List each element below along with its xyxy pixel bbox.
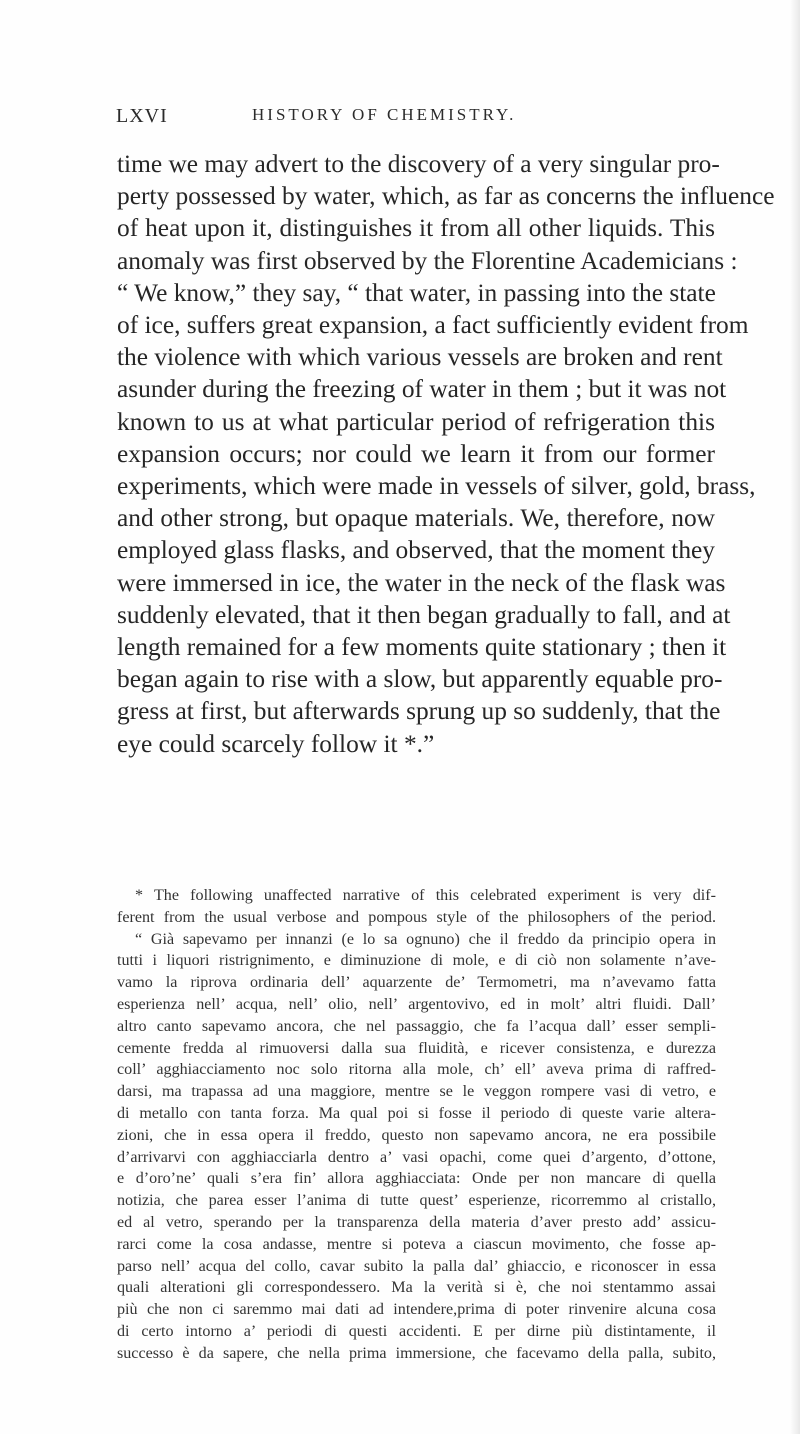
body-line: gress at first, but afterwards sprung up so suddenly, that the xyxy=(117,697,721,726)
footnote-line: di certo intorno a’ periodi di questi accidenti. E per dirne più distintamente, il xyxy=(117,1322,716,1340)
running-head xyxy=(116,105,716,131)
body-line: were immersed in ice, the water in the neck of the flask was xyxy=(117,568,726,597)
body-line: the violence with which various vessels are broken and rent xyxy=(117,343,723,372)
footnote-line: zioni, che in essa opera il freddo, questo non sapevamo ancora, ne era possibile xyxy=(117,1126,716,1144)
body-line: and other strong, but opaque materials. We, therefore, now xyxy=(117,504,715,533)
body-line: experiments, which were made in vessels of silver, gold, brass, xyxy=(117,472,756,501)
footnote-line: parso nell’ acqua del collo, cavar subito la palla dal’ ghiaccio, e riconoscer in essa xyxy=(117,1257,716,1275)
footnote xyxy=(117,885,716,1365)
body-line: of ice, suffers great expansion, a fact sufficiently evident from xyxy=(117,311,749,340)
footnote-line: coll’ agghiacciamento noc solo ritorna alla mole, ch’ ell’ aveva prima di raffred- xyxy=(117,1061,716,1079)
footnote-line: cemente fredda al rimuoversi dalla sua fluidità, e ricever consistenza, e durezza xyxy=(117,1039,716,1057)
body-line: perty possessed by water, which, as far as concerns the influence xyxy=(117,182,775,211)
body-line: “ We know,” they say, “ that water, in passing into the state xyxy=(117,278,716,307)
body-line: anomaly was first observed by the Florentine Academicians : xyxy=(117,246,738,275)
body-line: asunder during the freezing of water in them ; but it was not xyxy=(117,375,727,404)
page-number: LXVI xyxy=(116,105,168,127)
footnote-line: successo è da sapere, che nella prima immersione, che facevamo della palla, subito, xyxy=(117,1344,716,1362)
body-line: suddenly elevated, that it then began gradually to fall, and at xyxy=(117,600,731,629)
body-line: eye could scarcely follow it *.” xyxy=(117,729,435,758)
body-text xyxy=(117,148,775,760)
footnote-line: darsi, ma trapassa ad una maggiore, mentre se le veggon rompere vasi di vetro, e xyxy=(117,1083,716,1101)
body-line: time we may advert to the discovery of a very singular pro- xyxy=(117,150,720,178)
footnote-line: più che non ci saremmo mai dati ad intendere,prima di poter rinvenire alcuna cosa xyxy=(117,1301,716,1319)
body-line: employed glass flasks, and observed, that the moment they xyxy=(117,536,715,565)
footnote-line: altro canto sapevamo ancora, che nel passaggio, che fa l’acqua dall’ esser sempli- xyxy=(117,1017,716,1035)
footnote-line: “ Già sapevamo per innanzi (e lo sa ognuno) che il freddo da principio opera in xyxy=(135,930,716,948)
body-line: of heat upon it, distinguishes it from all other liquids. This xyxy=(117,214,715,243)
footnote-line: notizia, che parea esser l’anima di tutte quest’ esperienze, ricorremmo al cristallo, xyxy=(117,1192,716,1210)
footnote-line: tutti i liquori ristrignimento, e diminuzione di mole, e di ciò non solamente n’ave- xyxy=(117,952,716,970)
footnote-line: ferent from the usual verbose and pompous style of the philosophers of the period. xyxy=(117,908,716,926)
page-edge-shadow xyxy=(790,0,800,1434)
footnote-line: di metallo con tanta forza. Ma qual poi si fosse il periodo di queste varie altera- xyxy=(117,1104,716,1122)
footnote-line: d’arrivarvi con agghiacciarla dentro a’ vasi opachi, come quei d’argento, d’ottone, xyxy=(117,1148,716,1166)
footnote-line: rarci come la cosa andasse, mentre si poteva a ciascun movimento, che fosse ap- xyxy=(117,1235,716,1253)
footnote-line: e d’oro’ne’ quali s’era fin’ allora agghiacciata: Onde per non mancare di quella xyxy=(117,1170,716,1188)
running-title: HISTORY OF CHEMISTRY. xyxy=(252,105,517,124)
body-line: began again to rise with a slow, but apparently equable pro- xyxy=(117,665,723,694)
footnote-line: vamo la riprova ordinaria dell’ aquarzente de’ Termometri, ma n’avevamo fatta xyxy=(117,974,716,992)
footnote-line: quali alterationi gli correspondessero. Ma la verità si è, che noi stentammo assai xyxy=(117,1279,716,1297)
body-line: expansion occurs; nor could we learn it from our former xyxy=(117,439,715,468)
footnote-line: * The following unaffected narrative of this celebrated experiment is very dif- xyxy=(135,887,716,904)
body-line: length remained for a few moments quite stationary ; then it xyxy=(117,633,727,662)
footnote-line: ed al vetro, sperando per la transparenza della materia d’aver presto add’ assicu- xyxy=(117,1213,716,1231)
footnote-line: esperienza nell’ acqua, nell’ olio, nell’ argentovivo, ed in molt’ altri fluidi. Dall’ xyxy=(117,995,716,1013)
body-line: known to us at what particular period of refrigeration this xyxy=(117,407,715,436)
